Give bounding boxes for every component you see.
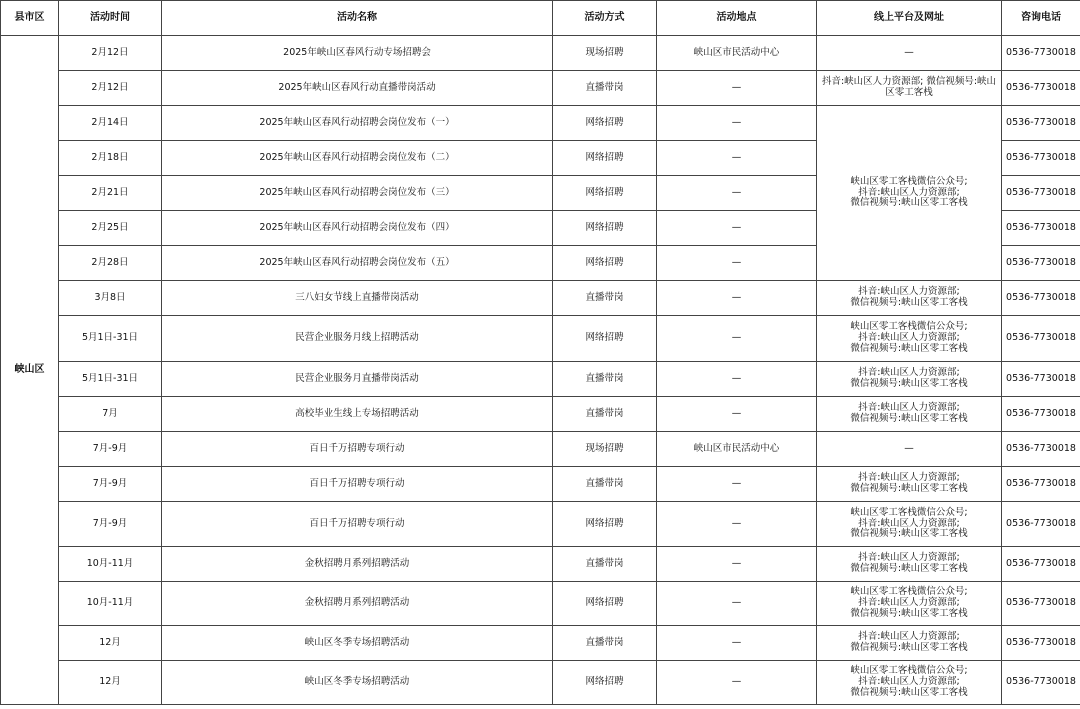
phone-cell: 0536-7730018 xyxy=(1002,211,1080,246)
time-cell: 2月25日 xyxy=(59,211,162,246)
location-cell: 峡山区市民活动中心 xyxy=(657,432,817,467)
time-cell: 7月-9月 xyxy=(59,432,162,467)
platform-cell: 峡山区零工客栈微信公众号; 抖音:峡山区人力资源部; 微信视频号:峡山区零工客栈 xyxy=(817,502,1002,547)
time-cell: 12月 xyxy=(59,626,162,661)
platform-cell: 抖音:峡山区人力资源部; 微信视频号:峡山区零工客栈 xyxy=(817,626,1002,661)
method-cell: 网络招聘 xyxy=(553,176,657,211)
activity-name-cell: 三八妇女节线上直播带岗活动 xyxy=(162,281,553,316)
activity-name-cell: 2025年峡山区春风行动招聘会岗位发布（三） xyxy=(162,176,553,211)
platform-cell: — xyxy=(817,36,1002,71)
phone-cell: 0536-7730018 xyxy=(1002,397,1080,432)
table-row xyxy=(1,467,1080,502)
location-cell: — xyxy=(657,661,817,705)
activity-name-cell: 2025年峡山区春风行动招聘会岗位发布（四） xyxy=(162,211,553,246)
method-cell: 直播带岗 xyxy=(553,281,657,316)
table-row xyxy=(1,71,1080,106)
activity-name-cell: 金秋招聘月系列招聘活动 xyxy=(162,547,553,582)
time-cell: 7月-9月 xyxy=(59,502,162,547)
location-cell: — xyxy=(657,141,817,176)
location-cell: — xyxy=(657,502,817,547)
platform-cell: 抖音:峡山区人力资源部; 微信视频号:峡山区零工客栈 xyxy=(817,547,1002,582)
time-cell: 5月1日-31日 xyxy=(59,362,162,397)
table-row xyxy=(1,582,1080,626)
col-header-method: 活动方式 xyxy=(553,1,657,36)
activity-name-cell: 百日千万招聘专项行动 xyxy=(162,502,553,547)
phone-cell: 0536-7730018 xyxy=(1002,626,1080,661)
activity-name-cell: 百日千万招聘专项行动 xyxy=(162,467,553,502)
table-row xyxy=(1,397,1080,432)
method-cell: 直播带岗 xyxy=(553,71,657,106)
table-row xyxy=(1,316,1080,362)
location-cell: — xyxy=(657,362,817,397)
location-cell: — xyxy=(657,582,817,626)
activity-name-cell: 2025年峡山区春风行动直播带岗活动 xyxy=(162,71,553,106)
phone-cell: 0536-7730018 xyxy=(1002,176,1080,211)
phone-cell: 0536-7730018 xyxy=(1002,71,1080,106)
time-cell: 2月14日 xyxy=(59,106,162,141)
time-cell: 10月-11月 xyxy=(59,582,162,626)
platform-cell: 峡山区零工客栈微信公众号; 抖音:峡山区人力资源部; 微信视频号:峡山区零工客栈 xyxy=(817,582,1002,626)
county-cell: 峡山区 xyxy=(1,36,59,705)
location-cell: — xyxy=(657,626,817,661)
method-cell: 网络招聘 xyxy=(553,661,657,705)
method-cell: 现场招聘 xyxy=(553,432,657,467)
platform-cell: 抖音:峡山区人力资源部; 微信视频号:峡山区零工客栈 xyxy=(817,397,1002,432)
activity-name-cell: 百日千万招聘专项行动 xyxy=(162,432,553,467)
time-cell: 3月8日 xyxy=(59,281,162,316)
phone-cell: 0536-7730018 xyxy=(1002,316,1080,362)
method-cell: 网络招聘 xyxy=(553,316,657,362)
phone-cell: 0536-7730018 xyxy=(1002,246,1080,281)
phone-cell: 0536-7730018 xyxy=(1002,362,1080,397)
location-cell: — xyxy=(657,397,817,432)
phone-cell: 0536-7730018 xyxy=(1002,281,1080,316)
activity-name-cell: 2025年峡山区春风行动招聘会岗位发布（一） xyxy=(162,106,553,141)
method-cell: 网络招聘 xyxy=(553,582,657,626)
phone-cell: 0536-7730018 xyxy=(1002,106,1080,141)
method-cell: 直播带岗 xyxy=(553,362,657,397)
method-cell: 直播带岗 xyxy=(553,547,657,582)
table-row xyxy=(1,626,1080,661)
table-row xyxy=(1,36,1080,71)
method-cell: 直播带岗 xyxy=(553,397,657,432)
phone-cell: 0536-7730018 xyxy=(1002,36,1080,71)
method-cell: 直播带岗 xyxy=(553,467,657,502)
activity-name-cell: 民营企业服务月线上招聘活动 xyxy=(162,316,553,362)
platform-cell: 峡山区零工客栈微信公众号; 抖音:峡山区人力资源部; 微信视频号:峡山区零工客栈 xyxy=(817,316,1002,362)
location-cell: — xyxy=(657,281,817,316)
platform-cell: 抖音:峡山区人力资源部; 微信视频号:峡山区零工客栈 xyxy=(817,281,1002,316)
time-cell: 2月12日 xyxy=(59,71,162,106)
platform-cell: 抖音:峡山区人力资源部; 微信视频号:峡山区零工客栈 xyxy=(817,467,1002,502)
phone-cell: 0536-7730018 xyxy=(1002,141,1080,176)
col-header-time: 活动时间 xyxy=(59,1,162,36)
time-cell: 12月 xyxy=(59,661,162,705)
header-row xyxy=(1,1,1080,36)
col-header-county: 县市区 xyxy=(1,1,59,36)
activity-name-cell: 2025年峡山区春风行动专场招聘会 xyxy=(162,36,553,71)
method-cell: 网络招聘 xyxy=(553,502,657,547)
method-cell: 现场招聘 xyxy=(553,36,657,71)
time-cell: 7月-9月 xyxy=(59,467,162,502)
method-cell: 网络招聘 xyxy=(553,106,657,141)
phone-cell: 0536-7730018 xyxy=(1002,467,1080,502)
table-row xyxy=(1,106,1080,141)
activity-name-cell: 金秋招聘月系列招聘活动 xyxy=(162,582,553,626)
platform-cell: 抖音:峡山区人力资源部; 微信视频号:峡山区零工客栈 xyxy=(817,362,1002,397)
col-header-platform: 线上平台及网址 xyxy=(817,1,1002,36)
time-cell: 2月12日 xyxy=(59,36,162,71)
activity-name-cell: 民营企业服务月直播带岗活动 xyxy=(162,362,553,397)
location-cell: — xyxy=(657,467,817,502)
phone-cell: 0536-7730018 xyxy=(1002,432,1080,467)
platform-cell: 峡山区零工客栈微信公众号; 抖音:峡山区人力资源部; 微信视频号:峡山区零工客栈 xyxy=(817,661,1002,705)
table-row xyxy=(1,661,1080,705)
location-cell: — xyxy=(657,547,817,582)
col-header-location: 活动地点 xyxy=(657,1,817,36)
activity-name-cell: 峡山区冬季专场招聘活动 xyxy=(162,626,553,661)
activity-name-cell: 2025年峡山区春风行动招聘会岗位发布（五） xyxy=(162,246,553,281)
phone-cell: 0536-7730018 xyxy=(1002,661,1080,705)
table-row xyxy=(1,502,1080,547)
location-cell: — xyxy=(657,176,817,211)
method-cell: 网络招聘 xyxy=(553,246,657,281)
activity-name-cell: 高校毕业生线上专场招聘活动 xyxy=(162,397,553,432)
phone-cell: 0536-7730018 xyxy=(1002,582,1080,626)
table-row xyxy=(1,432,1080,467)
table-row xyxy=(1,547,1080,582)
platform-cell: 抖音:峡山区人力资源部; 微信视频号:峡山区零工客栈 xyxy=(817,71,1002,106)
time-cell: 5月1日-31日 xyxy=(59,316,162,362)
location-cell: 峡山区市民活动中心 xyxy=(657,36,817,71)
table-row xyxy=(1,362,1080,397)
location-cell: — xyxy=(657,316,817,362)
time-cell: 2月28日 xyxy=(59,246,162,281)
method-cell: 网络招聘 xyxy=(553,141,657,176)
platform-cell-merged: 峡山区零工客栈微信公众号; 抖音:峡山区人力资源部; 微信视频号:峡山区零工客栈 xyxy=(817,106,1002,281)
table-row xyxy=(1,281,1080,316)
platform-cell: — xyxy=(817,432,1002,467)
phone-cell: 0536-7730018 xyxy=(1002,502,1080,547)
time-cell: 2月21日 xyxy=(59,176,162,211)
location-cell: — xyxy=(657,71,817,106)
location-cell: — xyxy=(657,211,817,246)
method-cell: 直播带岗 xyxy=(553,626,657,661)
method-cell: 网络招聘 xyxy=(553,211,657,246)
time-cell: 10月-11月 xyxy=(59,547,162,582)
col-header-phone: 咨询电话 xyxy=(1002,1,1080,36)
col-header-name: 活动名称 xyxy=(162,1,553,36)
activity-name-cell: 峡山区冬季专场招聘活动 xyxy=(162,661,553,705)
time-cell: 2月18日 xyxy=(59,141,162,176)
location-cell: — xyxy=(657,246,817,281)
location-cell: — xyxy=(657,106,817,141)
phone-cell: 0536-7730018 xyxy=(1002,547,1080,582)
time-cell: 7月 xyxy=(59,397,162,432)
activity-name-cell: 2025年峡山区春风行动招聘会岗位发布（二） xyxy=(162,141,553,176)
